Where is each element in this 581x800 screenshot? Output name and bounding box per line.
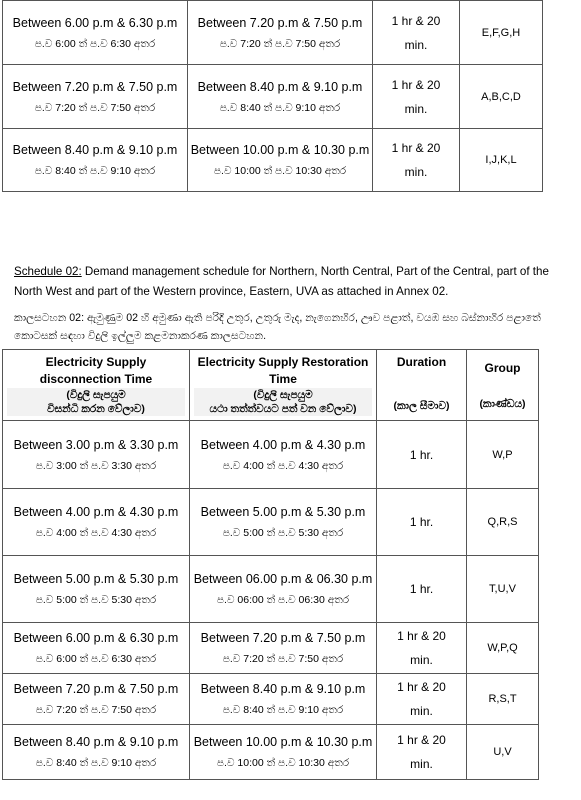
group-cell [467, 556, 539, 623]
time-en: Between 10.00 p.m & 10.30 p.m [193, 735, 373, 749]
time-en: Between 8.40 p.m & 9.10 p.m [12, 143, 178, 157]
duration-line: 1 hr & 20 [397, 733, 446, 747]
schedule-01-body [3, 1, 543, 192]
restoration-time-cell [188, 129, 373, 192]
table-row [3, 489, 539, 556]
table-row [3, 623, 539, 674]
duration-line: 1 hr & 20 [397, 629, 446, 643]
time-en: Between 06.00 p.m & 06.30 p.m [193, 572, 373, 586]
schedule-02-sinhala: කාලසටහන 02: ඇමුණුම 02 හි අමුණා ඇති පරිදි උතුර, උතුරු මැද, නැගෙනහිර, ඌව පළාත්, වයඹ සහ බස්නාහිර පළාතේ කොටසක් සඳහා විදුලි ඉල්ලුම කළමනාකරණ කාලසටහන. [14, 311, 541, 342]
group-label: R,S,T [488, 693, 517, 705]
time-si: ප.ව 7:20 ත් ප.ව 7:50 අතර [35, 704, 157, 716]
group-label: I,J,K,L [485, 154, 517, 166]
header-sinhala: (විදුලි සැපයුම [194, 388, 372, 402]
duration-cell [377, 725, 467, 780]
group-label: E,F,G,H [481, 26, 521, 39]
group-label: T,U,V [489, 583, 516, 595]
group-cell [467, 421, 539, 489]
header-sinhala: (කාණ්ඩය) [479, 397, 526, 410]
duration-cell [373, 65, 460, 129]
table-row [3, 65, 543, 129]
duration-cell [373, 129, 460, 192]
duration-line: 1 hr & 20 [391, 13, 441, 28]
disconnection-time-cell [3, 725, 190, 780]
header-sinhala: විසන්ධි කරන වේලාව) [7, 402, 185, 416]
header-sinhala: (කාල සීමාව) [393, 400, 450, 412]
header-text: Electricity Supply [45, 355, 147, 369]
time-si: ප.ව 8:40 ත් ප.ව 9:10 අතර [219, 101, 341, 114]
duration-line: 1 hr & 20 [391, 77, 441, 92]
duration-line: min. [410, 704, 433, 718]
time-en: Between 7.20 p.m & 7.50 p.m [13, 682, 179, 696]
time-si: ප.ව 6:00 ත් ප.ව 6:30 අතර [34, 37, 156, 50]
group-cell [467, 489, 539, 556]
time-si: ප.ව 8:40 ත් ප.ව 9:10 අතර [34, 165, 156, 177]
table-row [3, 556, 539, 623]
group-cell [460, 129, 543, 192]
duration-line: min. [410, 757, 433, 771]
restoration-time-cell [190, 421, 377, 489]
header-text: disconnection Time [39, 372, 153, 386]
time-en: Between 7.20 p.m & 7.50 p.m [197, 15, 363, 30]
header-text: Electricity Supply Restoration [197, 355, 369, 369]
time-si: ප.ව 8:40 ත් ප.ව 9:10 අතර [35, 757, 157, 769]
time-si: ප.ව 6:00 ත් ප.ව 6:30 අතර [35, 653, 157, 665]
table-row [3, 421, 539, 489]
table-row [3, 1, 543, 65]
header-sinhala: යථා තත්ත්වයට පත් වන වේලාව) [194, 402, 372, 416]
time-si: ප.ව 10:00 ත් ප.ව 10:30 අතර [216, 757, 350, 769]
header-text: Time [269, 372, 297, 386]
time-en: Between 4.00 p.m & 4.30 p.m [200, 437, 366, 452]
group-label: A,B,C,D [481, 90, 521, 103]
group-cell [467, 674, 539, 725]
header-restoration-time [190, 350, 377, 421]
group-label: Q,R,S [487, 516, 518, 528]
disconnection-time-cell [3, 623, 190, 674]
restoration-time-cell [190, 725, 377, 780]
time-si: ප.ව 5:00 ත් ප.ව 5:30 අතර [222, 527, 344, 539]
duration-cell [373, 1, 460, 65]
group-label: W,P [492, 448, 513, 461]
time-si: ප.ව 7:20 ත් ප.ව 7:50 අතර [219, 37, 341, 50]
duration-line: min. [410, 653, 433, 667]
time-en: Between 10.00 p.m & 10.30 p.m [190, 143, 370, 157]
time-si: ප.ව 4:00 ත් ප.ව 4:30 අතර [35, 527, 157, 539]
time-en: Between 7.20 p.m & 7.50 p.m [12, 79, 178, 94]
time-en: Between 4.00 p.m & 4.30 p.m [13, 505, 179, 519]
time-si: ප.ව 3:00 ත් ප.ව 3:30 අතර [35, 459, 157, 472]
time-en: Between 5.00 p.m & 5.30 p.m [200, 505, 366, 519]
disconnection-time-cell [3, 489, 190, 556]
disconnection-time-cell [3, 421, 190, 489]
header-disconnection-time [3, 350, 190, 421]
group-cell [467, 623, 539, 674]
group-label: U,V [493, 746, 512, 758]
restoration-time-cell [188, 1, 373, 65]
group-label: W,P,Q [487, 642, 518, 654]
schedule-02-body [3, 421, 539, 780]
restoration-time-cell [190, 674, 377, 725]
time-en: Between 6.00 p.m & 6.30 p.m [13, 631, 179, 645]
disconnection-time-cell [3, 674, 190, 725]
restoration-time-cell [190, 489, 377, 556]
group-cell [460, 1, 543, 65]
time-en: Between 8.40 p.m & 9.10 p.m [13, 735, 179, 749]
duration-cell [377, 421, 467, 489]
duration-line: 1 hr & 20 [397, 680, 446, 694]
disconnection-time-cell [3, 129, 188, 192]
schedule-01-table [2, 0, 543, 192]
table-row [3, 129, 543, 192]
schedule-02-table [2, 349, 539, 780]
time-en: Between 3.00 p.m & 3.30 p.m [13, 437, 179, 452]
header-sinhala: (විදුලි සැපයුම [7, 388, 185, 402]
time-en: Between 6.00 p.m & 6.30 p.m [12, 15, 178, 30]
restoration-time-cell [190, 623, 377, 674]
restoration-time-cell [188, 65, 373, 129]
time-si: ප.ව 5:00 ත් ප.ව 5:30 අතර [35, 594, 157, 606]
time-si: ප.ව 4:00 ත් ප.ව 4:30 අතර [222, 459, 344, 472]
group-cell [460, 65, 543, 129]
time-si: ප.ව 06:00 ත් ප.ව 06:30 අතර [216, 594, 350, 606]
duration-line: 1 hr. [409, 515, 434, 529]
schedule-02-title [14, 262, 569, 302]
time-en: Between 7.20 p.m & 7.50 p.m [200, 631, 366, 645]
header-duration [377, 350, 467, 421]
group-cell [467, 725, 539, 780]
disconnection-time-cell [3, 65, 188, 129]
time-si: ප.ව 8:40 ත් ප.ව 9:10 අතර [222, 704, 344, 716]
header-text: Duration [396, 355, 447, 369]
duration-line: min. [404, 165, 428, 179]
header-row [3, 350, 539, 421]
schedule-02-text: Demand management schedule for Northern, North Central, Part of the Central, part of the North West and part of the Western province, Eastern, UVA as attached in Annex 02. [14, 264, 549, 298]
duration-cell [377, 556, 467, 623]
header-group [467, 350, 539, 421]
time-en: Between 8.40 p.m & 9.10 p.m [200, 682, 366, 696]
duration-line: 1 hr. [409, 447, 434, 462]
time-si: ප.ව 7:20 ත් ප.ව 7:50 අතර [222, 653, 344, 665]
duration-line: min. [404, 37, 428, 52]
table-row [3, 674, 539, 725]
duration-line: min. [404, 101, 428, 116]
disconnection-time-cell [3, 556, 190, 623]
schedule-02-label: Schedule 02: [14, 264, 82, 278]
disconnection-time-cell [3, 1, 188, 65]
time-si: ප.ව 7:20 ත් ප.ව 7:50 අතර [34, 101, 156, 114]
duration-line: 1 hr. [409, 582, 434, 596]
time-si: ප.ව 10:00 ත් ප.ව 10:30 අතර [213, 165, 347, 177]
time-en: Between 5.00 p.m & 5.30 p.m [13, 572, 179, 586]
duration-cell [377, 623, 467, 674]
time-en: Between 8.40 p.m & 9.10 p.m [197, 79, 363, 94]
table-row [3, 725, 539, 780]
duration-line: 1 hr & 20 [391, 141, 441, 155]
duration-cell [377, 674, 467, 725]
header-text: Group [484, 360, 521, 375]
restoration-time-cell [190, 556, 377, 623]
duration-cell [377, 489, 467, 556]
